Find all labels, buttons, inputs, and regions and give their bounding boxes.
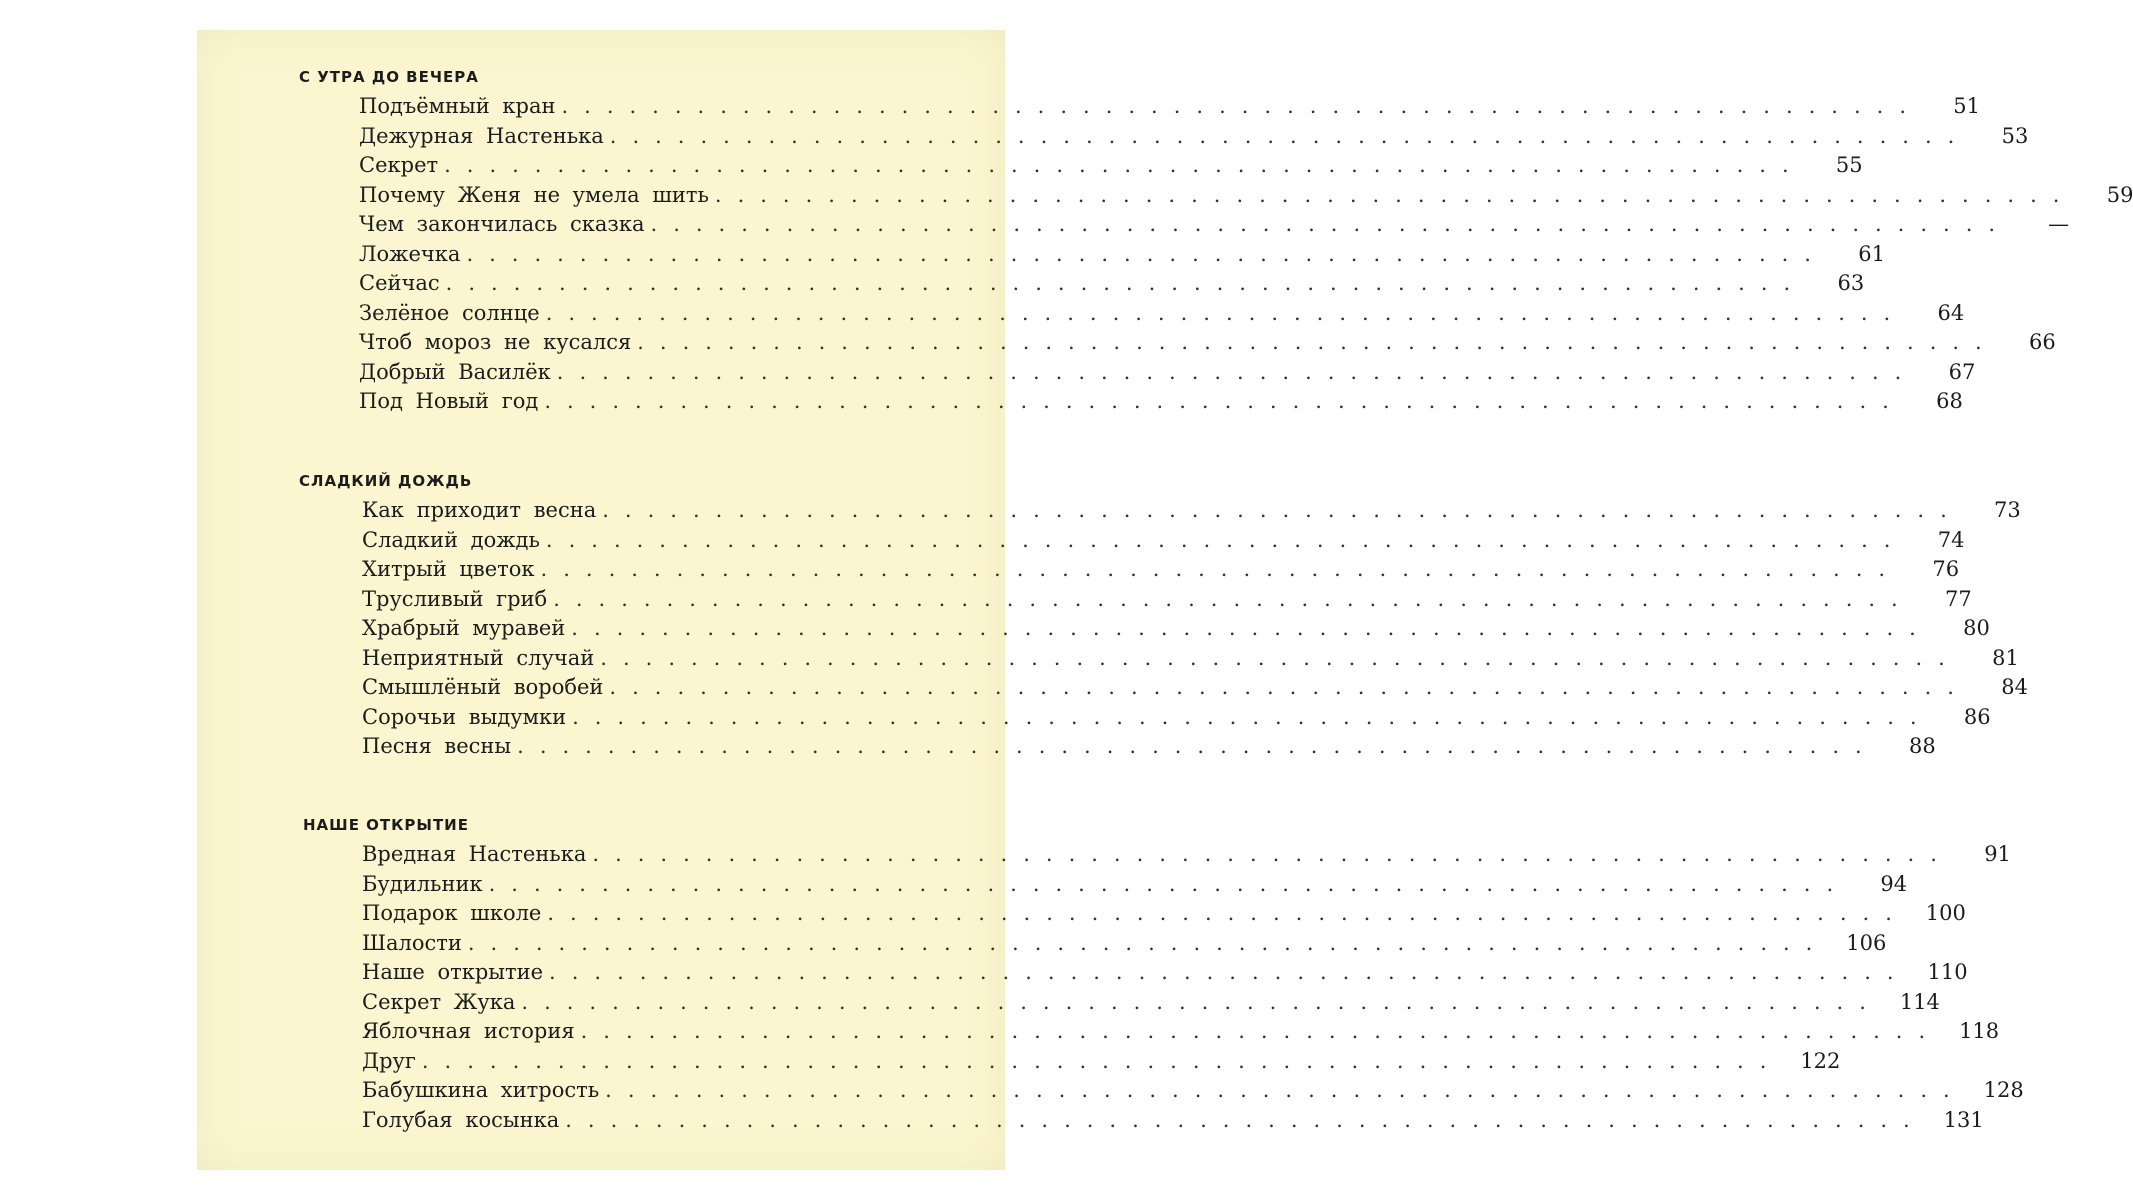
dot-leader: ............................................................ [544,389,1905,413]
entry-page-number: — [2048,212,2070,236]
dot-leader: ............................................................ [637,330,1998,354]
toc-entry [359,359,1976,390]
section-title: СЛАДКИЙ ДОЖДЬ [299,472,473,490]
dot-leader: ............................................................ [602,498,1963,522]
dot-leader: ............................................................ [444,153,1805,177]
toc-entry [362,527,1965,558]
toc-entry [362,1019,2000,1049]
entry-page-number: 110 [1927,960,1968,984]
entry-title: Смышлёный воробей [362,675,604,699]
entry-title: Храбрый муравей [362,616,566,640]
toc-entry [362,960,1968,990]
dot-leader: ............................................................ [521,989,1882,1014]
entry-title: Яблочная история [362,1019,575,1043]
entry-title: Под Новый год [359,389,539,413]
entry-page-number: 128 [1983,1078,2024,1102]
entry-page-number: 77 [1945,586,1972,611]
toc-entry [359,241,1885,272]
entry-page-number: 68 [1936,389,1963,413]
dot-leader: ............................................................ [592,842,1953,866]
entry-page-number: 131 [1943,1107,1984,1132]
entry-title: Бабушкина хитрость [362,1078,600,1102]
entry-page-number: 84 [2001,675,2028,699]
entry-title: Ложечка [359,241,461,266]
toc-entry [362,586,1972,617]
toc-entry [362,989,1940,1020]
section-title: С УТРА ДО ВЕЧЕРА [299,68,479,86]
entry-title: Почему Женя не умела шить [359,182,709,207]
dot-leader: ............................................................ [565,1107,1926,1132]
dot-leader: ............................................................ [561,94,1923,118]
toc-entry [362,930,1887,961]
toc-entry [362,645,2019,676]
section-title: НАШЕ ОТКРЫТИЕ [303,816,469,834]
dot-leader: ............................................................ [600,645,1961,670]
entry-title: Добрый Василёк [359,359,551,384]
toc-entry [362,842,2011,872]
entry-page-number: 106 [1846,930,1887,955]
dot-leader: ............................................................ [580,1019,1942,1043]
dot-leader: ............................................................ [545,527,1907,552]
entry-page-number: 91 [1984,842,2011,866]
entry-title: Дежурная Настенька [359,123,604,148]
entry-page-number: 76 [1932,557,1960,581]
entry-page-number: 74 [1937,527,1965,552]
entry-title: Сейчас [359,271,440,295]
dot-leader: ............................................................ [540,557,1902,581]
toc-entry [359,271,1865,301]
toc-entry [362,1048,1841,1079]
entry-page-number: 100 [1925,901,1966,925]
entry-page-number: 73 [1994,498,2021,522]
dot-leader: ............................................................ [467,930,1829,955]
toc-entry [359,94,1981,124]
toc-entry [362,734,1936,764]
toc-entry [362,616,1990,646]
entry-title: Хитрый цветок [362,557,535,581]
entry-page-number: 53 [2001,123,2029,148]
entry-title: Голубая косынка [362,1107,560,1132]
dot-leader: ............................................................ [609,675,1970,699]
dot-leader: ............................................................ [609,123,1971,148]
toc-entry [359,123,2029,154]
toc-entry [362,901,1966,931]
entry-page-number: 118 [1959,1019,2000,1043]
dot-leader: ............................................................ [549,960,1910,984]
entry-page-number: 67 [1948,359,1976,384]
entry-title: Подарок школе [362,901,542,925]
dot-leader: ............................................................ [650,212,2012,236]
dot-leader: ............................................................ [572,704,1933,729]
dot-leader: ............................................................ [421,1048,1783,1073]
toc-entry [359,389,1963,419]
entry-page-number: 66 [2029,330,2056,354]
dot-leader: ............................................................ [545,300,1907,325]
entry-page-number: 122 [1800,1048,1841,1073]
toc-entry [362,557,1960,587]
dot-leader: ............................................................ [571,616,1932,640]
entry-page-number: 94 [1880,871,1908,896]
entry-title: Трусливый гриб [362,586,548,611]
entry-title: Секрет [359,153,439,177]
entry-page-number: 86 [1963,704,1991,729]
entry-page-number: 61 [1858,241,1885,266]
dot-leader: ............................................................ [714,182,2076,207]
entry-title: Друг [362,1048,416,1073]
toc-entry-list [362,842,2024,1137]
dot-leader: ............................................................ [445,271,1807,295]
entry-page-number: 64 [1937,300,1965,325]
entry-title: Шалости [362,930,462,955]
toc-entry [359,212,2070,242]
toc-entry [359,182,2133,213]
entry-title: Песня весны [362,734,512,758]
toc-page [197,30,2133,1170]
entry-page-number: 55 [1835,153,1863,177]
entry-title: Как приходит весна [362,498,597,522]
toc-entry [362,498,2021,528]
entry-title: Сладкий дождь [362,527,540,552]
dot-leader: ............................................................ [488,871,1850,896]
entry-page-number: 63 [1837,271,1865,295]
entry-page-number: 59 [2106,182,2133,207]
entry-title: Неприятный случай [362,645,595,670]
toc-entry [362,704,1991,735]
dot-leader: ............................................................ [466,241,1827,266]
entry-title: Вредная Настенька [362,842,587,866]
entry-page-number: 51 [1953,94,1981,118]
entry-title: Секрет Жука [362,989,516,1014]
entry-page-number: 80 [1963,616,1990,640]
toc-entry-list [362,498,2028,764]
toc-entry [362,871,1908,902]
entry-title: Чем закончилась сказка [359,212,645,236]
toc-entry [362,1078,2024,1108]
toc-entry [362,1107,1984,1138]
toc-entry [359,300,1965,331]
entry-page-number: 88 [1908,734,1936,758]
toc-entry [359,330,2056,360]
entry-title: Наше открытие [362,960,544,984]
dot-leader: ............................................................ [517,734,1878,758]
entry-title: Чтоб мороз не кусался [359,330,632,354]
dot-leader: ............................................................ [547,901,1908,925]
dot-leader: ............................................................ [556,359,1918,384]
dot-leader: ............................................................ [605,1078,1966,1102]
entry-page-number: 81 [1992,645,2019,670]
dot-leader: ............................................................ [553,586,1914,611]
toc-entry-list [359,94,2133,419]
entry-title: Подъёмный кран [359,94,556,118]
toc-entry [362,675,2028,705]
entry-page-number: 114 [1899,989,1940,1014]
entry-title: Сорочьи выдумки [362,704,567,729]
toc-entry [359,153,1863,183]
entry-title: Зелёное солнце [359,300,540,325]
entry-title: Будильник [362,871,483,896]
